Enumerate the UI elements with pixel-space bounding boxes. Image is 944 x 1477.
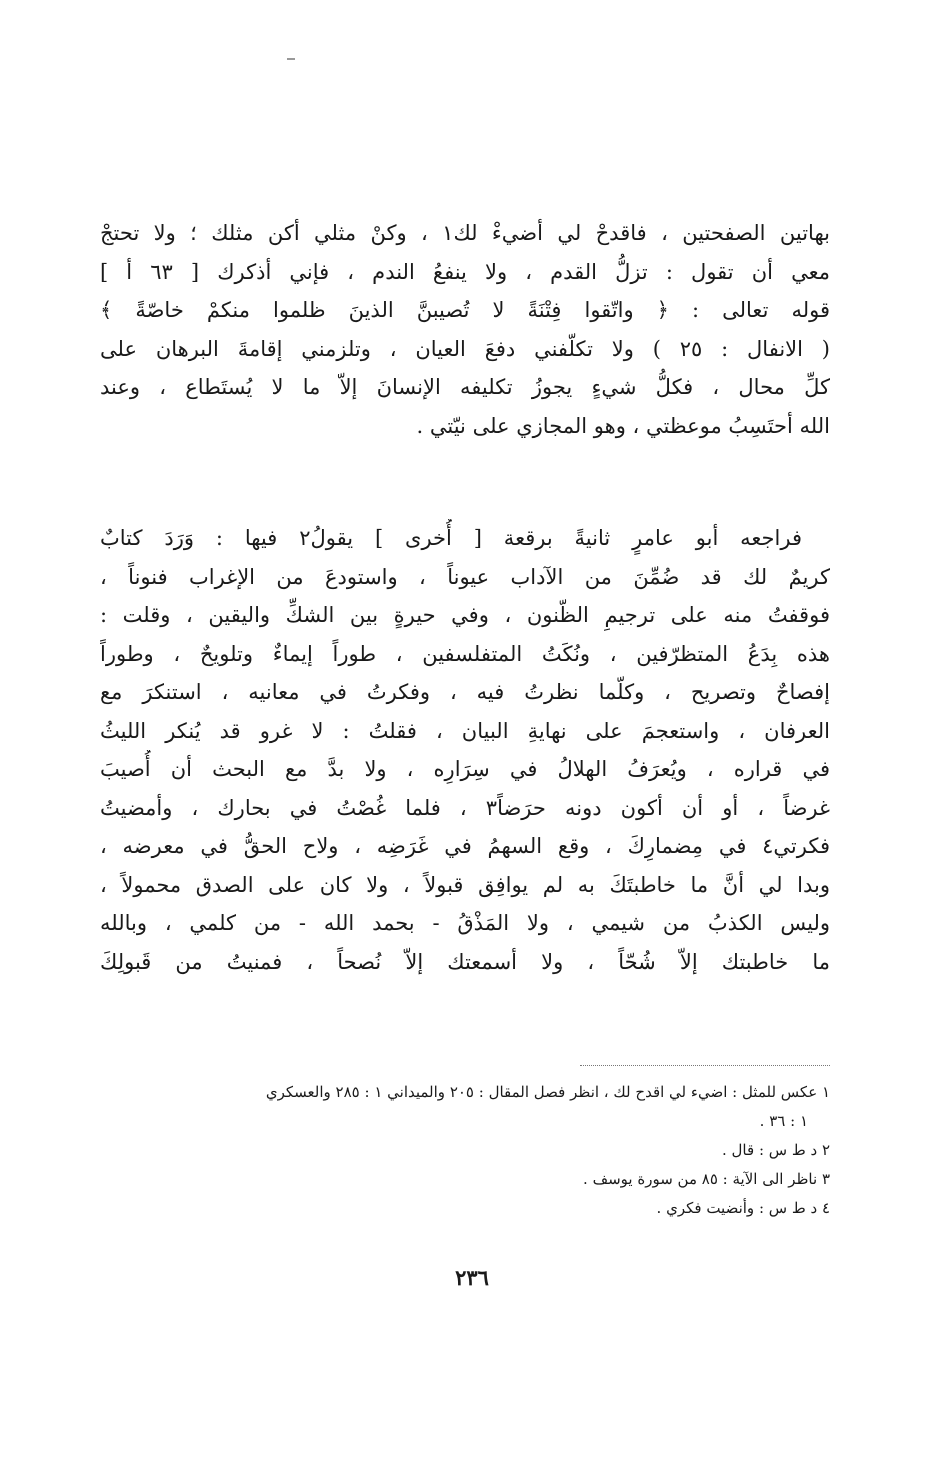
text-line: وليس الكذبُ من شيمي ، ولا المَذْقُ - بحمد الله - من كلمي ، وبالله: [100, 911, 830, 935]
page-number: ٢٣٦: [455, 1265, 489, 1290]
footnote-separator: [580, 1065, 830, 1066]
footnote: ١ عكس للمثل : اضيء لي اقدح لك ، انظر فصل المقال : ٢٠٥ والميداني ١ : ٢٨٥ والعسكري: [265, 1083, 830, 1101]
text-line: العرفان ، واستعجمَ على نهايةِ البيان ، فقلتُ : لا غرو قد يُنكر الليثُ: [100, 718, 830, 743]
text-line: كريمٌ لك قد ضُمِّنَ من الآداب عيوناً ، واستودعَ من الإغراب فنوناً ،: [100, 564, 830, 589]
text-line: الله أحتَسِبُ موعظتي ، وهو المجازي على نيّتي .: [416, 413, 830, 438]
scan-mark: [287, 58, 295, 60]
footnote: ٢ د ط س : قال .: [722, 1141, 830, 1159]
paragraph-2: [100, 519, 830, 981]
footnote-continuation: ١ : ٣٦ .: [759, 1112, 808, 1130]
text-line: ( الانفال : ٢٥ ) ولا تكلّفني دفعَ العيان ، وتلزمني إقامةَ البرهان على: [100, 336, 830, 361]
text-line: فوقفتُ منه على ترجيمِ الظّنون ، وفي حيرةٍ بين الشكِّ واليقين ، وقلت :: [100, 603, 830, 627]
text-line: وبدا لي أنَّ ما خاطبتَكَ به لم يوافِق قبولاً ، ولا كان على الصدق محمولاً ،: [100, 872, 830, 897]
text-line: قوله تعالى : ﴿ واتّقوا فِتْنَةً لا تُصيبنَّ الذينَ ظلموا منكمْ خاصّةً ﴾: [100, 298, 830, 322]
text-line: بهاتين الصفحتين ، فاقدحْ لي أضيءْ لك١ ، وكنْ مثلي أكن مثلك ؛ ولا تحتجْ: [100, 221, 830, 245]
text-line: معي أن تقول : تزلُّ القدم ، ولا ينفعُ الندم ، فإني أذكرك [ ٦٣ أ ]: [100, 259, 830, 284]
text-line: هذه بِدَعُ المتظرّفين ، ونُكَتُ المتفلسفين ، طوراً إيماءٌ وتلويحٌ ، وطوراً: [100, 641, 830, 666]
footnote: ٣ ناظر الى الآية : ٨٥ من سورة يوسف .: [583, 1170, 830, 1188]
paragraph-1: [100, 214, 830, 445]
text-line: فراجعه أبو عامرٍ ثانيةً برقعة [ أُخرى ] يقولُ٢ فيها : وَرَدَ كتابٌ: [100, 526, 802, 550]
text-line: غرضاً ، أو أن أكون دونه حرَضاً٣ ، فلما غُصْتُ في بحارك ، وأمضيتُ: [100, 795, 830, 820]
text-line: فكرتي٤ في مِضمارِكَ ، وقع السهمُ في غَرَضِه ، ولاح الحقُّ في معرضه ،: [100, 834, 830, 858]
text-line: كلِّ محال ، فكلُّ شيءٍ يجوزُ تكليفه الإنسانَ إلاّ ما لا يُستَطاع ، وعند: [100, 375, 830, 399]
text-line: في قراره ، ويُعرَفُ الهلالُ في سِرَارِه ، ولا بدَّ مع البحث أن أُصيبَ: [100, 757, 830, 781]
text-line: ما خاطبتك إلاّ شُحّاً ، ولا أسمعتك إلاّ نُصحاً ، فمنيتُ من قَبولِكَ: [100, 949, 830, 974]
text-line: إفصاحٌ وتصريح ، وكلّما نظرتُ فيه ، وفكرتُ في معانيه ، استنكرَ مع: [100, 680, 830, 704]
footnote: ٤ د ط س : وأنضيت فكري .: [656, 1199, 830, 1217]
footnotes: [100, 1078, 830, 1223]
